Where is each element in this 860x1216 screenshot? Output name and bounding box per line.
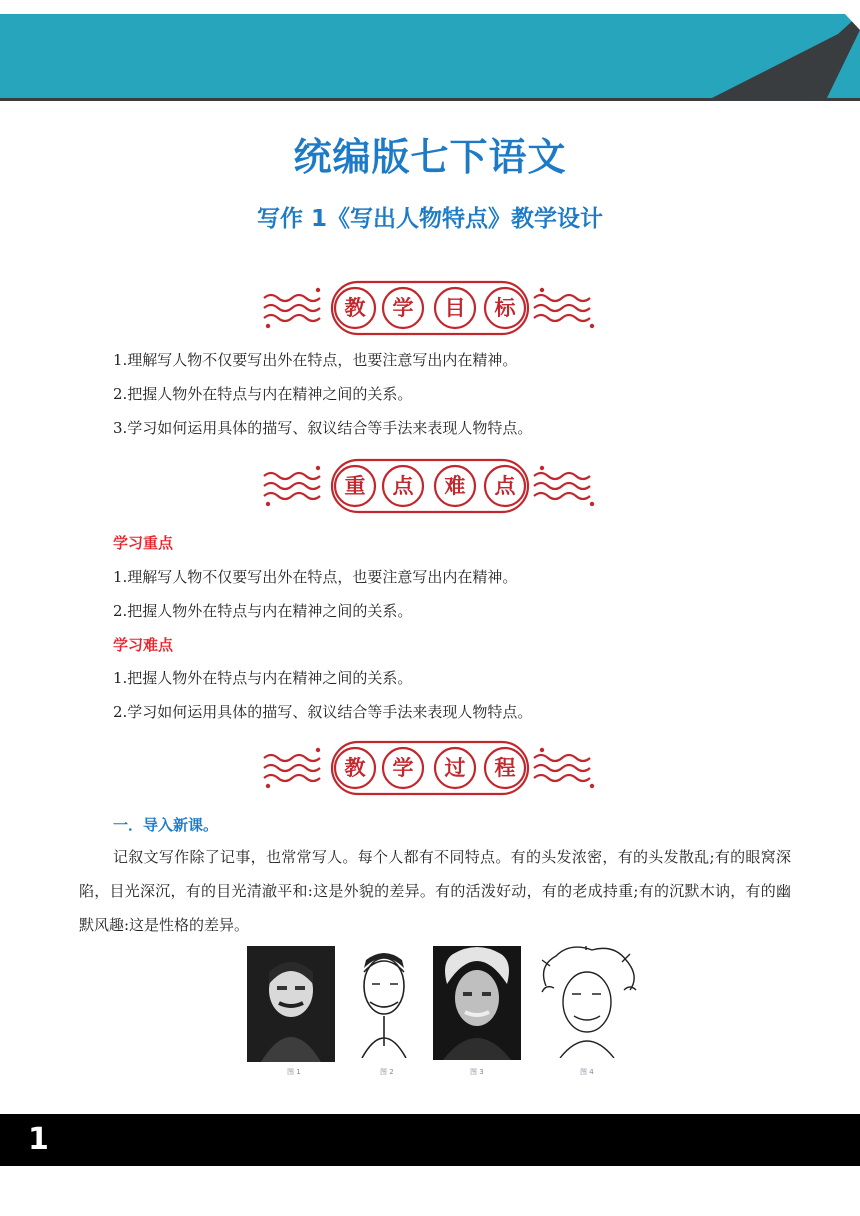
banner-ornament <box>258 738 602 798</box>
portrait-sketch-2 <box>348 946 420 1058</box>
difficulty-item: 1.把握人物外在特点与内在精神之间的关系。 <box>113 669 413 687</box>
goal-item: 1.理解写人物不仅要写出外在特点，也要注意写出内在精神。 <box>113 351 518 369</box>
page-number: 1 <box>28 1122 49 1157</box>
document-subtitle: 写作 1《写出人物特点》教学设计 <box>256 206 603 232</box>
portrait-photo-1 <box>247 946 335 1062</box>
difficulty-item: 2.学习如何运用具体的描写、叙议结合等手法来表现人物特点。 <box>113 703 533 721</box>
focus-heading: 学习重点 <box>113 534 174 552</box>
document-title: 统编版七下语文 <box>293 135 567 179</box>
banner-char: 点 <box>494 474 516 498</box>
figure-caption: 图 2 <box>380 1068 394 1076</box>
section-banner-key-points <box>258 456 602 516</box>
figure-caption: 图 4 <box>580 1068 594 1076</box>
banner-char: 重 <box>344 474 366 498</box>
banner-char: 程 <box>494 756 516 780</box>
banner-char: 学 <box>392 756 414 780</box>
footer-bar <box>0 1114 860 1166</box>
section-banner-process <box>258 738 602 798</box>
banner-char: 目 <box>444 296 466 320</box>
portrait-sketch-4 <box>534 946 640 1058</box>
banner-char: 难 <box>444 474 466 498</box>
banner-char: 标 <box>494 296 516 320</box>
banner-char: 过 <box>444 756 466 780</box>
figure-caption: 图 1 <box>287 1068 301 1076</box>
banner-char: 教 <box>344 756 366 780</box>
portrait-photo-3 <box>433 946 521 1060</box>
focus-item: 1.理解写人物不仅要写出外在特点，也要注意写出内在精神。 <box>113 568 518 586</box>
focus-item: 2.把握人物外在特点与内在精神之间的关系。 <box>113 602 413 620</box>
difficulty-heading: 学习难点 <box>113 636 174 654</box>
banner-char: 教 <box>344 296 366 320</box>
figure-caption: 图 3 <box>470 1068 484 1076</box>
goal-item: 2.把握人物外在特点与内在精神之间的关系。 <box>113 385 413 403</box>
goal-item: 3.学习如何运用具体的描写、叙议结合等手法来表现人物特点。 <box>113 419 533 437</box>
banner-ornament <box>258 456 602 516</box>
step-heading: 一．导入新课。 <box>113 816 219 834</box>
banner-ornament <box>258 278 602 338</box>
banner-char: 点 <box>392 474 414 498</box>
header-band <box>0 0 860 104</box>
intro-paragraph: 记叙文写作除了记事，也常常写人。每个人都有不同特点。有的头发浓密，有的头发散乱;有的眼窝深陷，目光深沉，有的目光清澈平和:这是外貌的差异。有的活泼好动，有的老成持重;有的沉默木讷，有的幽默风趣:这是性格的差异。 <box>79 848 791 934</box>
section-banner-goals <box>258 278 602 338</box>
banner-char: 学 <box>392 296 414 320</box>
